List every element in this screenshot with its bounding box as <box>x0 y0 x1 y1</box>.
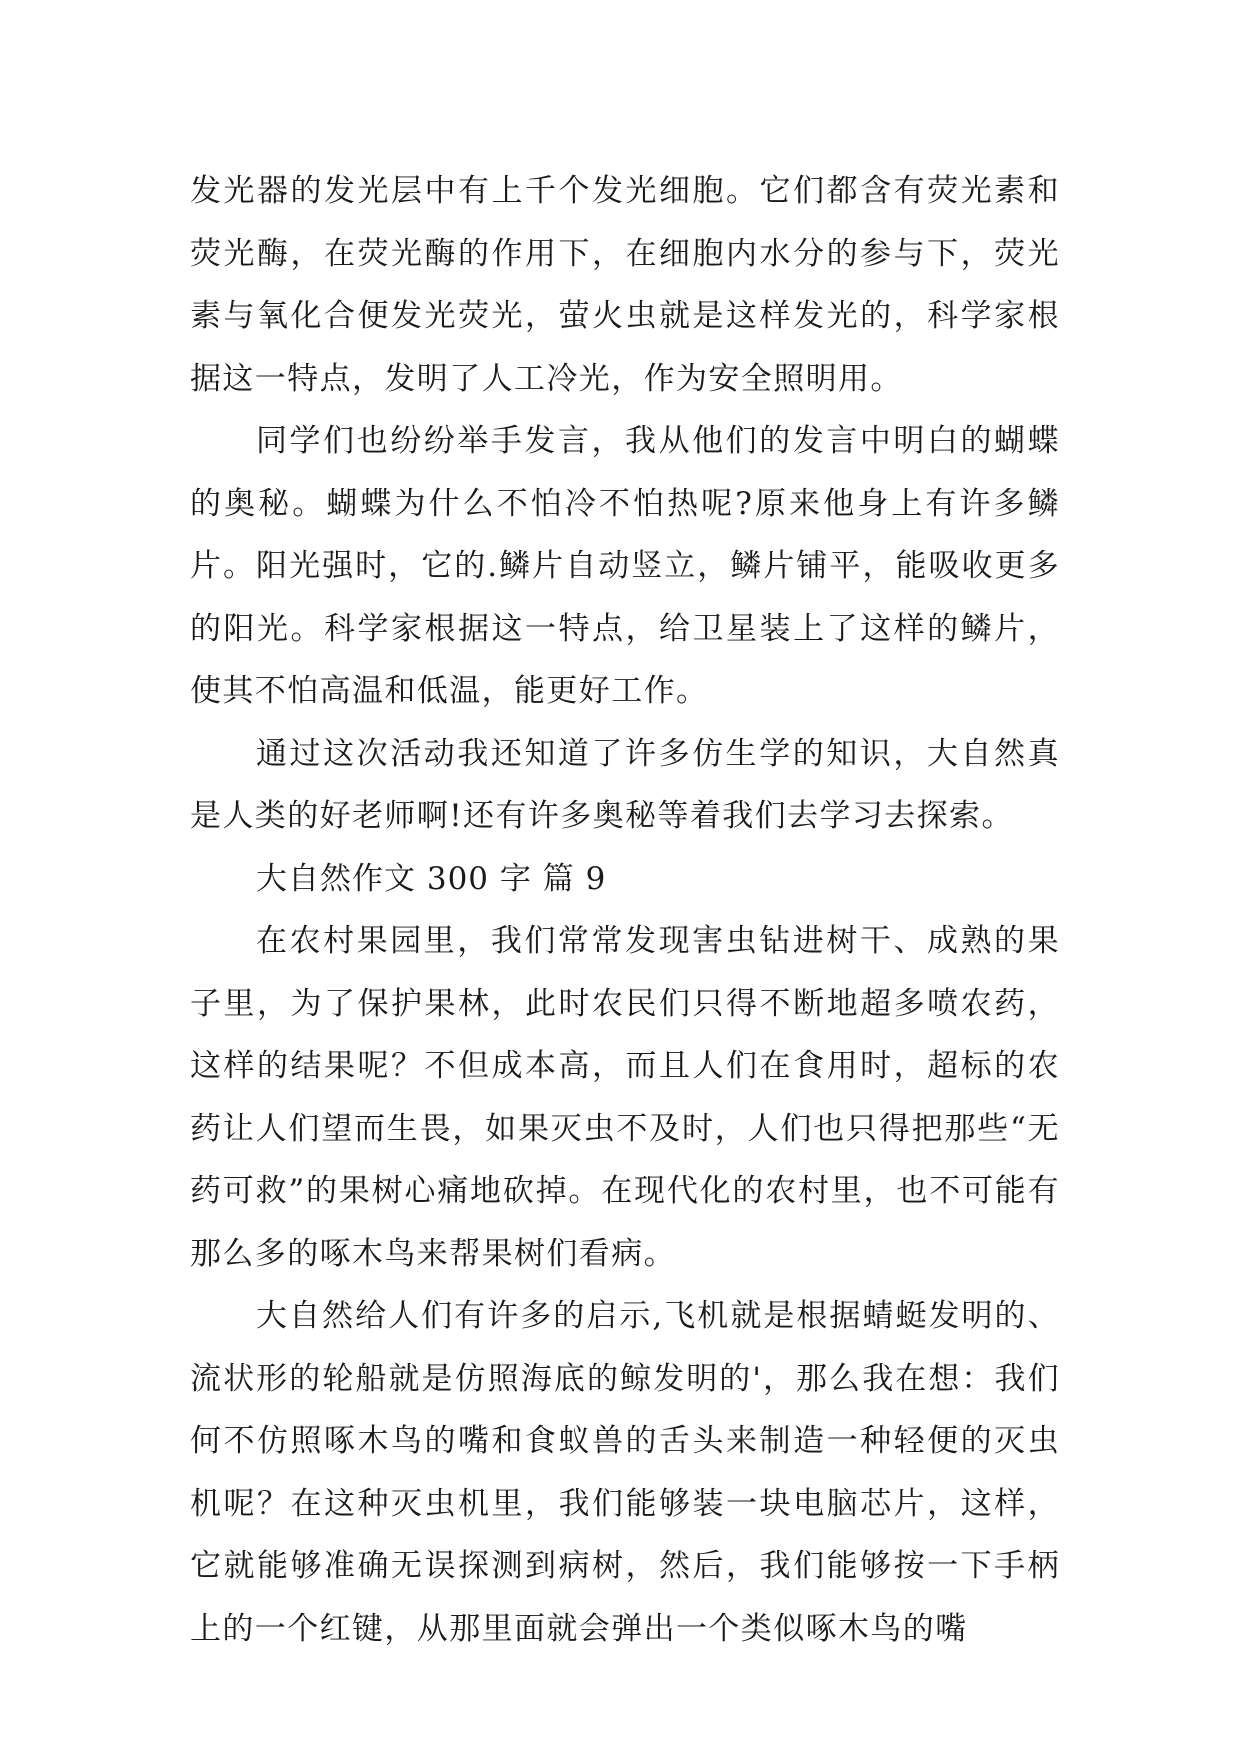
paragraph-firefly: 发光器的发光层中有上千个发光细胞。它们都含有荧光素和荧光酶，在荧光酶的作用下，在细胞内水分的参与下，荧光素与氧化合便发光荧光，萤火虫就是这样发光的，科学家根据这一特点，发明了人工冷光，作为安全照明用。 <box>190 173 1060 397</box>
paragraph-bionics: 通过这次活动我还知道了许多仿生学的知识，大自然真是人类的好老师啊!还有许多奥秘等着我们去学习去探索。 <box>190 735 1060 834</box>
paragraph-butterfly: 同学们也纷纷举手发言，我从他们的发言中明白的蝴蝶的奥秘。蝴蝶为什么不怕冷不怕热呢?原来他身上有许多鳞片。阳光强时，它的.鳞片自动竖立，鳞片铺平，能吸收更多的阳光。科学家根据这一特点，给卫星装上了这样的鳞片，使其不怕高温和低温，能更好工作。 <box>190 423 1060 709</box>
document-page <box>190 160 1060 1660</box>
paragraph-insect-killer: 大自然给人们有许多的启示,飞机就是根据蜻蜓发明的、流状形的轮船就是仿照海底的鲸发明的'，那么我在想：我们何不仿照啄木鸟的嘴和食蚁兽的舌头来制造一种轻便的灭虫机呢？在这种灭虫机里，我们能够装一块电脑芯片，这样，它就能够准确无误探测到病树，然后，我们能够按一下手柄上的一个红键，从那里面就会弹出一个类似啄木鸟的嘴 <box>190 1298 1060 1647</box>
paragraph-orchard: 在农村果园里，我们常常发现害虫钻进树干、成熟的果子里，为了保护果林，此时农民们只得不断地超多喷农药，这样的结果呢？不但成本高，而且人们在食用时，超标的农药让人们望而生畏，如果灭虫不及时，人们也只得把那些“无药可救”的果树心痛地砍掉。在现代化的农村里，也不可能有那么多的啄木鸟来帮果树们看病。 <box>190 923 1060 1272</box>
section-heading: 大自然作文 300 字 篇 9 <box>256 860 607 897</box>
